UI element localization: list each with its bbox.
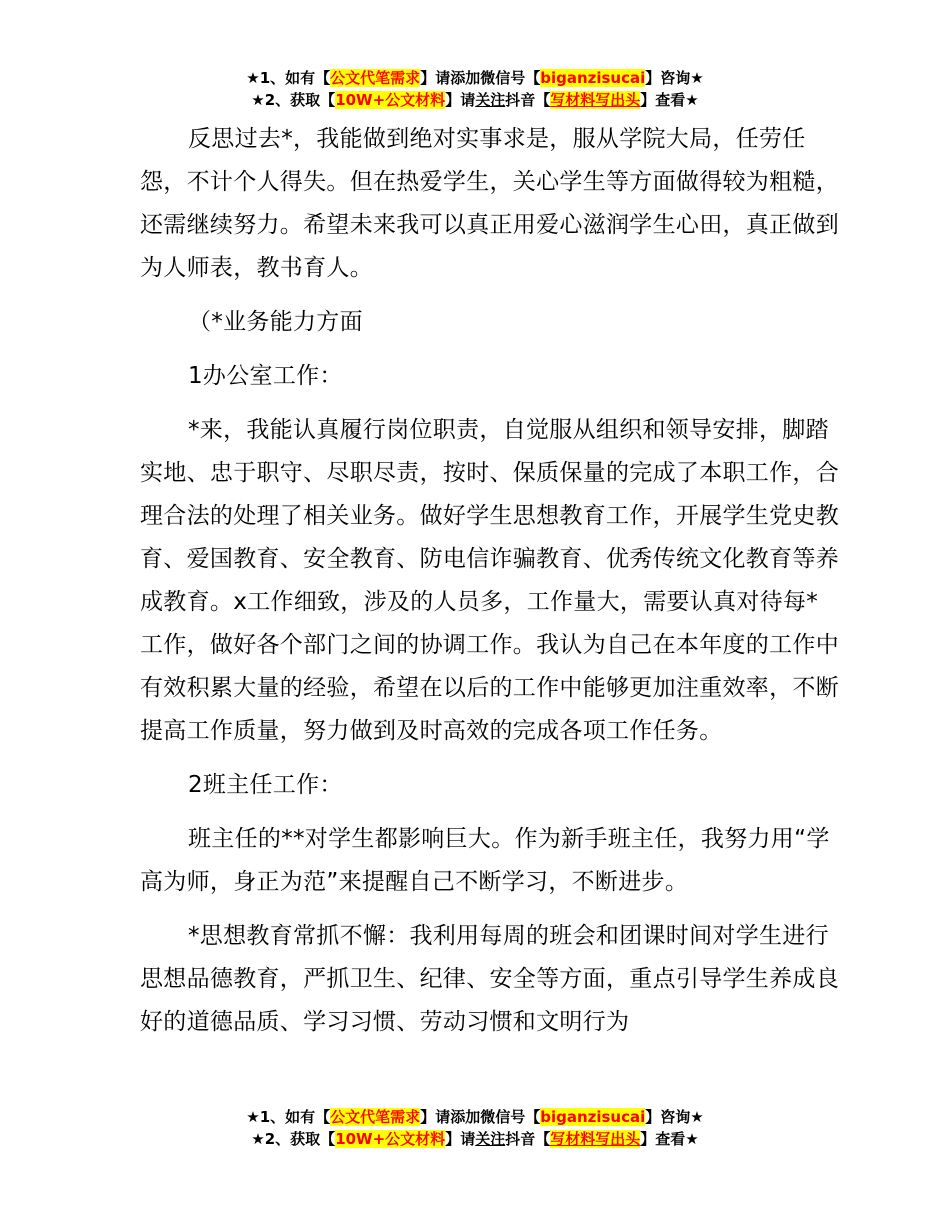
banner-underline: 关注 xyxy=(475,1130,506,1148)
banner-highlight: biganzisucai xyxy=(540,69,646,87)
subsection-heading: 1办公室工作： xyxy=(188,363,343,389)
banner-text: 抖音【 xyxy=(505,91,551,109)
header-banner xyxy=(0,67,950,111)
subsection-heading: 2班主任工作： xyxy=(188,772,343,798)
paragraph: 反思过去*，我能做到绝对实事求是，服从学院大局，任劳任怨，不计个人得失。但在热爱学生，关心学生等方面做得较为粗糙，还需继续努力。希望未来我可以真正用爱心滋润学生心田，真正做到为人师表，教书育人。 xyxy=(140,126,839,281)
banner-text: ★1、如有【 xyxy=(246,69,331,87)
banner-underline: 关注 xyxy=(475,91,506,109)
banner-highlight: 10W+公文材料 xyxy=(335,91,446,109)
paragraph: 班主任的**对学生都影响巨大。作为新手班主任，我努力用“学高为师，身正为范”来提醒自己不断学习，不断进步。 xyxy=(140,826,830,895)
section-heading: （*业务能力方面 xyxy=(188,309,363,335)
banner-text: 】请添加微信号【 xyxy=(420,1108,541,1126)
banner-text: 】咨询★ xyxy=(645,69,704,87)
banner-text: 】请添加微信号【 xyxy=(420,69,541,87)
banner-text: ★2、获取【 xyxy=(251,91,336,109)
banner-line-1 xyxy=(0,67,950,89)
banner-line-2 xyxy=(0,89,950,111)
banner-highlight: biganzisucai xyxy=(540,1108,646,1126)
paragraph: *来，我能认真履行岗位职责，自觉服从组织和领导安排，脚踏实地、忠于职守、尽职尽责，按时、保质保量的完成了本职工作，合理合法的处理了相关业务。做好学生思想教育工作，开展学生党史教育、爱国教育、安全教育、防电信诈骗教育、优秀传统文化教育等养成教育。x工作细致，涉及的人员多，工作量大，需要认真对待每*工作，做好各个部门之间的协调工作。我认为自己在本年度的工作中有效积累大量的经验，希望在以后的工作中能够更加注重效率，不断提高工作质量，努力做到及时高效的完成各项工作任务。 xyxy=(140,417,839,744)
banner-line-1 xyxy=(0,1106,950,1128)
banner-text: 】请 xyxy=(445,91,476,109)
document-body xyxy=(140,118,840,1044)
banner-text: ★1、如有【 xyxy=(246,1108,331,1126)
footer-banner xyxy=(0,1106,950,1150)
banner-highlight: 写材料写出头 xyxy=(550,91,641,109)
banner-highlight: 公文代笔需求 xyxy=(330,1108,421,1126)
banner-text: 】请 xyxy=(445,1130,476,1148)
paragraph: *思想教育常抓不懈：我利用每周的班会和团课时间对学生进行思想品德教育，严抓卫生、纪律、安全等方面，重点引导学生养成良好的道德品质、学习习惯、劳动习惯和文明行为 xyxy=(140,923,839,1035)
banner-text: 】咨询★ xyxy=(645,1108,704,1126)
banner-text: 抖音【 xyxy=(505,1130,551,1148)
banner-text: 】查看★ xyxy=(640,91,699,109)
banner-text: ★2、获取【 xyxy=(251,1130,336,1148)
banner-highlight: 10W+公文材料 xyxy=(335,1130,446,1148)
banner-highlight: 公文代笔需求 xyxy=(330,69,421,87)
banner-line-2 xyxy=(0,1128,950,1150)
banner-text: 】查看★ xyxy=(640,1130,699,1148)
banner-highlight: 写材料写出头 xyxy=(550,1130,641,1148)
